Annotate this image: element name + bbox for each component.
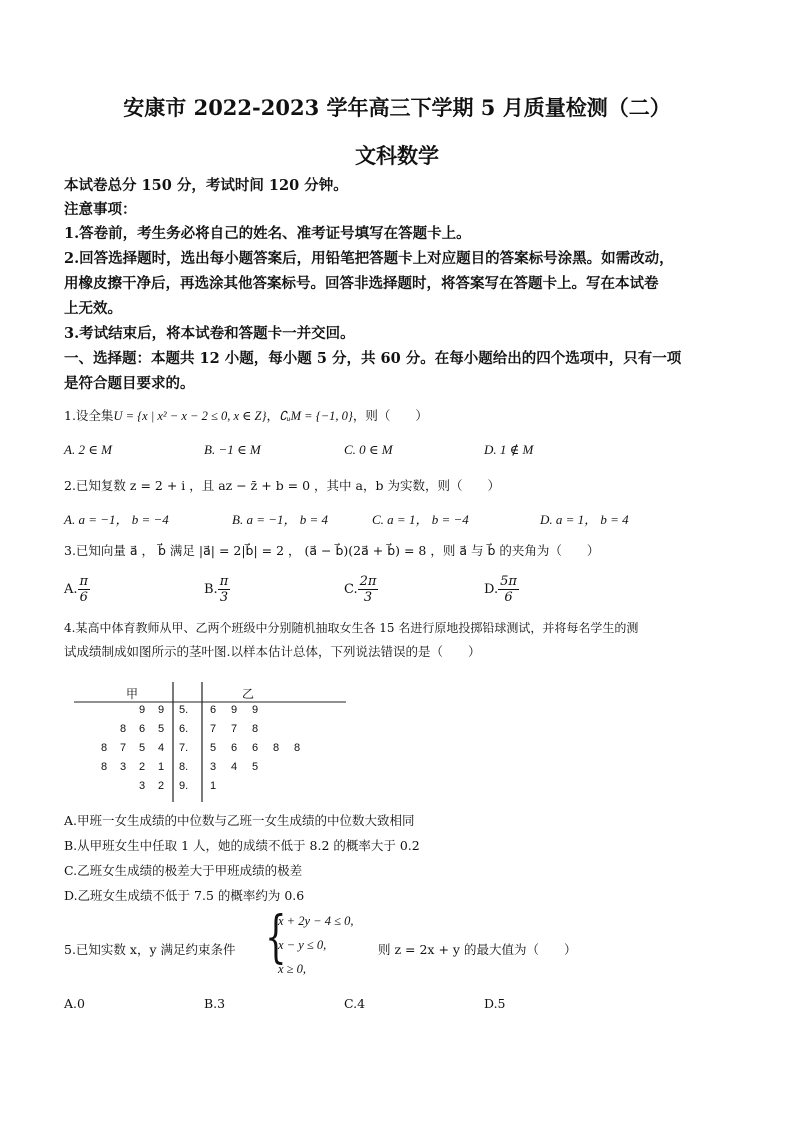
constraint-brace: { <box>265 905 287 970</box>
q1-prefix: 1.设全集 <box>64 408 114 423</box>
leaf-jia: 5 <box>139 742 146 754</box>
leaf-jia: 9 <box>139 704 146 716</box>
q3-option-d-letter: D. <box>484 582 499 597</box>
leaf-jia: 4 <box>158 742 165 754</box>
stem-leaf-plot <box>70 682 350 802</box>
question-4-line-2: 试成绩制成如图所示的茎叶图.以样本估计总体，下列说法错误的是（ ） <box>64 644 481 659</box>
leaf-yi: 7 <box>231 723 238 735</box>
question-3: 3.已知向量 a⃗ ， b⃗ 满足 |a⃗| = 2|b⃗| = 2 ， (a⃗ − b⃗)(2a⃗ + b⃗) = 8 ，则 a⃗ 与 b⃗ 的夹角为（ ） <box>64 543 600 558</box>
q1-option-a: A. 2 ∈ M <box>64 442 112 457</box>
notice-3: 3.考试结束后，将本试卷和答题卡一并交回。 <box>64 325 355 342</box>
q3-option-a-letter: A. <box>64 582 78 597</box>
q3-option-d-fraction <box>498 574 519 605</box>
q3-option-a-fraction <box>78 574 91 605</box>
page-subtitle: 文科数学 <box>355 143 439 168</box>
q3-option-c-numerator: 2π <box>359 574 377 589</box>
leaf-yi: 1 <box>210 780 217 792</box>
q5-constraint-2: x − y ≤ 0, <box>278 938 327 952</box>
q3-option-a <box>64 574 90 605</box>
q2-option-c: C. a = 1， b = −4 <box>372 512 469 527</box>
leaf-yi: 6 <box>210 704 217 716</box>
leaf-jia: 8 <box>120 723 127 735</box>
leaf-jia: 7 <box>120 742 127 754</box>
leaf-yi: 9 <box>252 704 259 716</box>
q2-option-d: D. a = 1， b = 4 <box>540 512 629 527</box>
stem-value: 8. <box>179 761 189 773</box>
q5-option-b: B.3 <box>204 996 226 1011</box>
leaf-yi: 6 <box>231 742 238 754</box>
q3-option-c-denominator: 3 <box>363 590 373 605</box>
leaf-yi: 8 <box>252 723 259 735</box>
q3-option-d <box>484 574 519 605</box>
leaf-yi: 8 <box>294 742 301 754</box>
section-heading-b: 是符合题目要求的。 <box>64 375 195 392</box>
q3-option-b <box>204 574 230 605</box>
q4-option-a: A.甲班一女生成绩的中位数与乙班一女生成绩的中位数大致相同 <box>64 813 415 828</box>
q3-option-b-numerator: π <box>219 574 229 589</box>
leaf-yi: 6 <box>252 742 259 754</box>
q3-option-c <box>344 574 378 605</box>
q5-option-d: D.5 <box>484 996 506 1011</box>
leaf-jia: 3 <box>120 761 127 773</box>
stem-value: 6. <box>179 723 189 735</box>
leaf-jia: 8 <box>101 761 108 773</box>
q1-mid: ， <box>266 408 279 423</box>
q1-option-b: B. −1 ∈ M <box>204 442 261 457</box>
section-heading-a: 一、选择题：本题共 12 小题，每小题 5 分，共 60 分。在每小题给出的四个选项中，只有一项 <box>64 350 682 367</box>
q3-option-a-denominator: 6 <box>79 590 88 605</box>
q3-option-c-letter: C. <box>344 582 358 597</box>
leaf-jia: 2 <box>139 761 146 773</box>
q5-constraint-1: x + 2y − 4 ≤ 0, <box>278 914 354 928</box>
q5-constraint-3: x ≥ 0, <box>278 962 307 976</box>
leaf-jia: 1 <box>158 761 165 773</box>
leaf-yi: 9 <box>231 704 238 716</box>
stem-value: 5. <box>179 704 189 716</box>
q2-option-b: B. a = −1， b = 4 <box>232 512 329 527</box>
stem-value: 9. <box>179 780 189 792</box>
page-title: 安康市 2022-2023 学年高三下学期 5 月质量检测（二） <box>123 95 671 120</box>
leaf-yi: 3 <box>210 761 217 773</box>
question-5-suffix: 则 z = 2x + y 的最大值为（ ） <box>378 942 577 957</box>
stem-value: 7. <box>179 742 189 754</box>
q4-option-b: B.从甲班女生中任取 1 人，她的成绩不低于 8.2 的概率大于 0.2 <box>64 838 420 853</box>
leaf-jia: 3 <box>139 780 146 792</box>
notice-title: 注意事项： <box>64 201 137 218</box>
q5-option-a: A.0 <box>64 996 85 1011</box>
leaf-yi: 5 <box>252 761 259 773</box>
leaf-yi: 7 <box>210 723 217 735</box>
question-4-line-1: 4.某高中体育教师从甲、乙两个班级中分别随机抽取女生各 15 名进行原地投掷铅球测试，并将每名学生的测 <box>64 621 639 635</box>
q3-option-c-fraction <box>358 574 379 605</box>
leaf-yi: 4 <box>231 761 238 773</box>
q4-option-d: D.乙班女生成绩不低于 7.5 的概率约为 0.6 <box>64 888 305 903</box>
notice-1: 1.答卷前，考生务必将自己的姓名、准考证号填写在答题卡上。 <box>64 225 471 242</box>
leaf-jia: 6 <box>139 723 146 735</box>
notice-2c: 上无效。 <box>64 300 122 317</box>
leaf-jia: 9 <box>158 704 165 716</box>
leaf-yi: 5 <box>210 742 217 754</box>
q3-option-d-denominator: 6 <box>504 590 513 605</box>
intro-text: 本试卷总分 150 分，考试时间 120 分钟。 <box>64 177 348 194</box>
q3-option-a-numerator: π <box>79 574 89 589</box>
question-2: 2.已知复数 z = 2 + i ，且 az − z̄ + b = 0 ，其中 a，b 为实数，则（ ） <box>64 478 500 493</box>
q5-option-c: C.4 <box>344 996 366 1011</box>
question-1 <box>64 406 428 424</box>
leaf-jia: 2 <box>158 780 165 792</box>
q3-option-d-numerator: 5π <box>500 574 517 589</box>
q3-option-b-fraction <box>218 574 231 605</box>
q1-option-d: D. 1 ∉ M <box>484 442 534 457</box>
notice-2a: 2.回答选择题时，选出每小题答案后，用铅笔把答题卡上对应题目的答案标号涂黑。如需改动， <box>64 250 674 267</box>
question-5-prefix: 5.已知实数 x，y 满足约束条件 <box>64 942 236 957</box>
q1-suffix: ，则（ ） <box>352 408 428 423</box>
q3-option-b-denominator: 3 <box>219 590 229 605</box>
stem-header-yi: 乙 <box>242 687 255 701</box>
q1-option-c: C. 0 ∈ M <box>344 442 393 457</box>
q1-complement: ∁ᵤM = {−1, 0} <box>278 409 353 423</box>
notice-2b: 用橡皮擦干净后，再选涂其他答案标号。回答非选择题时，将答案写在答题卡上。写在本试卷 <box>64 275 659 292</box>
q4-option-c: C.乙班女生成绩的极差大于甲班成绩的极差 <box>64 863 303 878</box>
q3-option-b-letter: B. <box>204 582 218 597</box>
leaf-jia: 8 <box>101 742 108 754</box>
q1-set-u: U = {x | x² − x − 2 ≤ 0, x ∈ Z} <box>113 409 267 423</box>
stem-header-jia: 甲 <box>126 687 139 701</box>
leaf-yi: 8 <box>273 742 280 754</box>
q2-option-a: A. a = −1， b = −4 <box>64 512 169 527</box>
leaf-jia: 5 <box>158 723 165 735</box>
